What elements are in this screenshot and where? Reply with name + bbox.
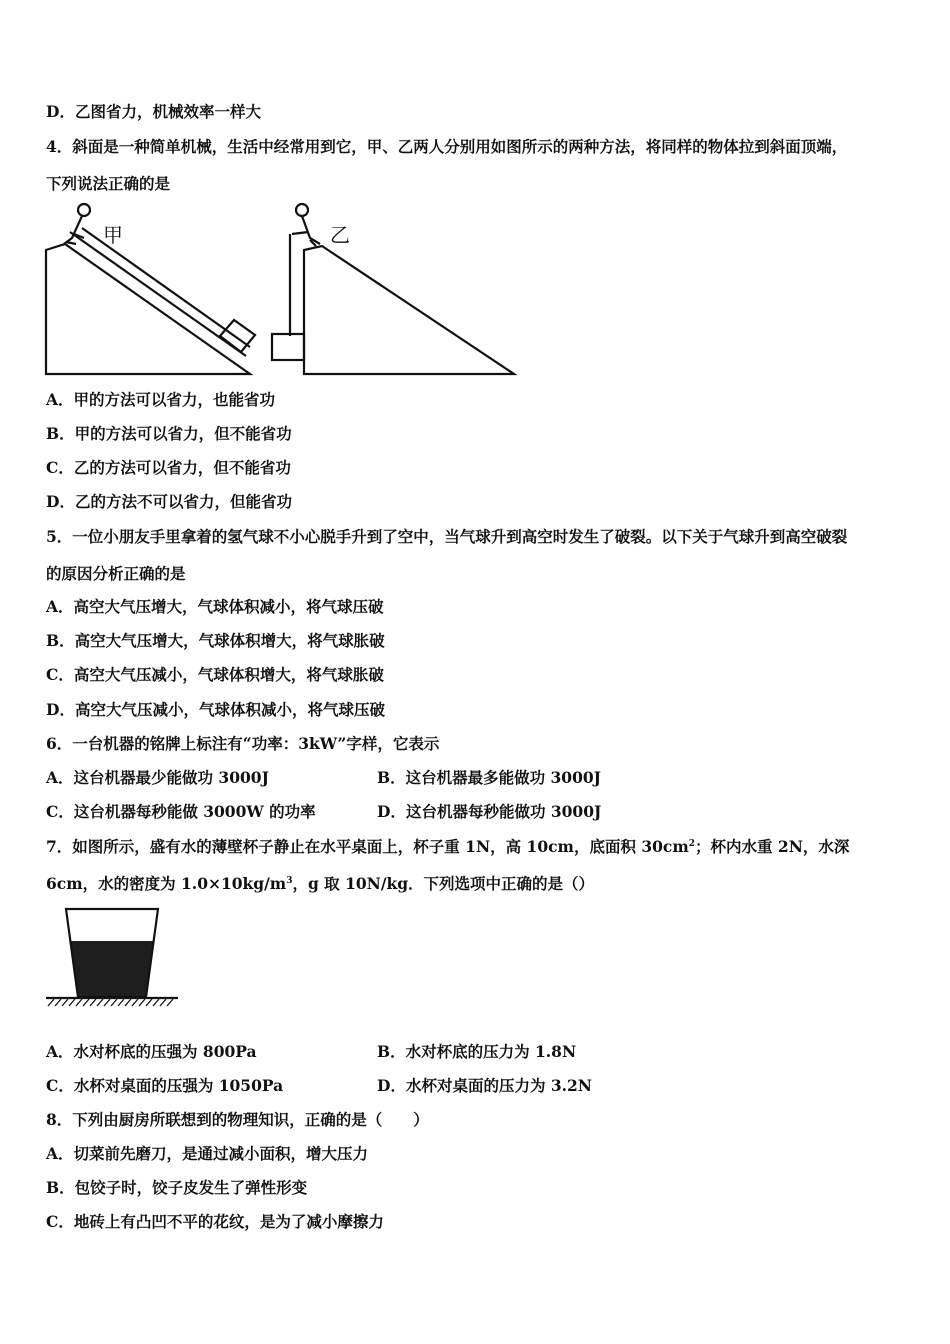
q5-stem-line2: 的原因分析正确的是 (46, 564, 186, 583)
q8-option-a: A．切菜前先磨刀，是通过减小面积，增大压力 (46, 1144, 369, 1163)
q7-option-a: A．水对杯底的压强为 800Pa (46, 1042, 257, 1061)
q7-option-b: B．水对杯底的压力为 1.8N (377, 1042, 577, 1061)
q4-option-c: C．乙的方法可以省力，但不能省功 (46, 458, 291, 477)
q8-stem: 8．下列由厨房所联想到的物理知识，正确的是（ ） (46, 1110, 429, 1129)
q5-stem-line1: 5．一位小朋友手里拿着的氢气球不小心脱手升到了空中，当气球升到高空时发生了破裂。以下关于气球升到高空破裂 (46, 527, 848, 546)
q4-stem-line2: 下列说法正确的是 (46, 174, 171, 193)
q4-option-b: B．甲的方法可以省力，但不能省功 (46, 424, 292, 443)
q4-figure-yi (264, 198, 524, 378)
q6-option-b: B．这台机器最多能做功 3000J (377, 768, 601, 787)
q7-option-c: C．水杯对桌面的压强为 1050Pa (46, 1076, 284, 1095)
q6-stem: 6．一台机器的铭牌上标注有“功率：3kW”字样，它表示 (46, 734, 440, 753)
q4-label-yi: 乙 (330, 223, 350, 247)
q3-option-d: D．乙图省力，机械效率一样大 (46, 102, 261, 121)
q4-option-d: D．乙的方法不可以省力，但能省功 (46, 492, 292, 511)
q7-stem-line1: 7．如图所示，盛有水的薄壁杯子静止在水平桌面上，杯子重 1N，高 10cm，底面积 $30cm^2$；杯内水重 2N，水深 (46, 837, 850, 856)
q8-option-b: B．包饺子时，饺子皮发生了弹性形变 (46, 1178, 308, 1197)
q5-option-d: D．高空大气压减小，气球体积减小，将气球压破 (46, 700, 385, 719)
q8-option-c: C．地砖上有凸凹不平的花纹，是为了减小摩擦力 (46, 1212, 384, 1231)
q6-option-d: D．这台机器每秒能做功 3000J (377, 802, 602, 821)
q5-option-b: B．高空大气压增大，气球体积增大，将气球胀破 (46, 631, 385, 650)
q7-cup-figure (42, 905, 182, 1010)
q4-figure-jia (40, 198, 270, 378)
q7-option-d: D．水杯对桌面的压力为 3.2N (377, 1076, 592, 1095)
q4-stem-line1: 4．斜面是一种简单机械，生活中经常用到它，甲、乙两人分别用如图所示的两种方法，将同样的物体拉到斜面顶端， (46, 137, 848, 156)
q6-option-c: C．这台机器每秒能做 3000W 的功率 (46, 802, 316, 821)
q6-option-a: A．这台机器最少能做功 3000J (46, 768, 269, 787)
q5-option-a: A．高空大气压增大，气球体积减小，将气球压破 (46, 597, 384, 616)
q5-option-c: C．高空大气压减小，气球体积增大，将气球胀破 (46, 665, 384, 684)
q4-option-a: A．甲的方法可以省力，也能省功 (46, 390, 276, 409)
q7-stem-line2: 6cm，水的密度为 $1.0\times 10kg/m^3$，g 取 10N/kg．下列选项中正确的是（） (46, 874, 595, 893)
q4-label-jia: 甲 (103, 223, 123, 247)
